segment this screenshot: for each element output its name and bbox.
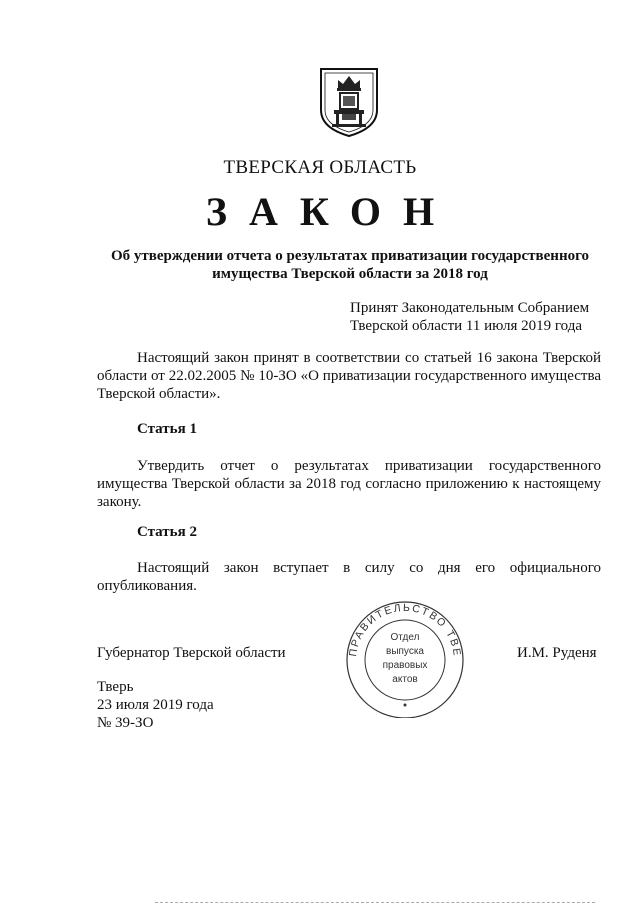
- stamp-line3: правовых: [382, 660, 428, 671]
- coat-of-arms-icon: [318, 66, 380, 138]
- adoption-note-line2: Тверской области 11 июля 2019 года: [350, 318, 582, 334]
- stamp-line2: выпуска: [386, 646, 424, 657]
- footer-city: Тверь: [97, 679, 134, 695]
- preamble-text: Настоящий закон принят в соответствии со статьей 16 закона Тверской области от 22.02.2005 № 10-ЗО «О приватизации государственного имущества Тверской области».: [97, 350, 601, 402]
- law-title: Об утверждении отчета о результатах приватизации государственного имущества Тверской области за 2018 год: [110, 248, 590, 282]
- adoption-note: [350, 299, 610, 335]
- footer-date: 23 июля 2019 года: [97, 697, 214, 713]
- region-heading: ТВЕРСКАЯ ОБЛАСТЬ: [223, 157, 417, 178]
- article-1-heading: Статья 1: [137, 421, 197, 437]
- stamp-line1: Отдел: [390, 632, 420, 643]
- article-2-paragraph: [97, 559, 601, 595]
- document-type-heading: ЗАКОН: [205, 189, 457, 234]
- article-1-text: Утвердить отчет о результатах приватизации государственного имущества Тверской области за 2018 год согласно приложению к настоящему закону.: [97, 458, 601, 510]
- adoption-note-line1: Принят Законодательным Собранием: [350, 300, 590, 316]
- signatory-position: Губернатор Тверской области: [97, 645, 286, 661]
- article-2-heading: Статья 2: [137, 524, 197, 540]
- stamp-ring-text: ПРАВИТЕЛЬСТВО ТВЕ: [346, 601, 464, 659]
- footer-number: № 39-ЗО: [97, 715, 154, 731]
- article-2-text: Настоящий закон вступает в силу со дня его официального опубликования.: [97, 560, 601, 594]
- signatory-name: И.М. Руденя: [517, 645, 597, 661]
- article-1-paragraph: [97, 457, 601, 511]
- stamp-line4: актов: [392, 674, 418, 685]
- preamble-paragraph: [97, 349, 601, 403]
- page-bottom-divider: [155, 902, 595, 903]
- official-stamp: [340, 598, 470, 718]
